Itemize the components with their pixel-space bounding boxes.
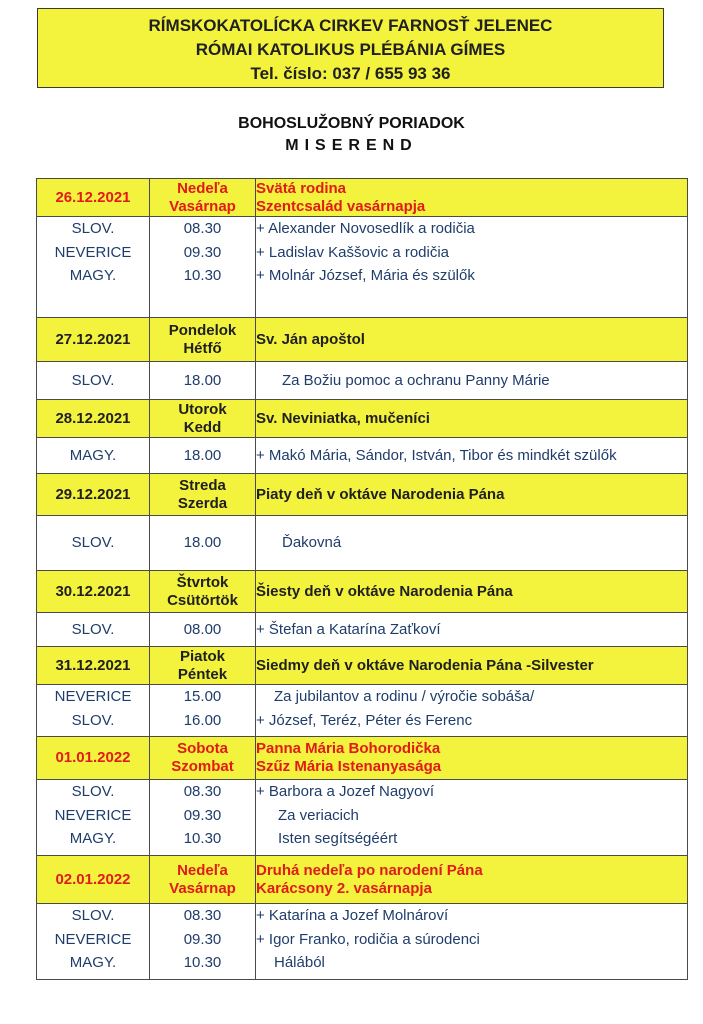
date-cell: 31.12.2021: [37, 647, 150, 685]
day-name-hu: Péntek: [177, 665, 228, 683]
day-name-cell: [150, 318, 256, 362]
day-name-cell: [150, 856, 256, 904]
intention-cell: [256, 217, 688, 318]
time-cell: [150, 780, 256, 856]
parish-name-hu: RÓMAI KATOLIKUS PLÉBÁNIA GÍMES: [195, 40, 506, 59]
location: NEVERICE: [54, 806, 132, 824]
feast-name-hu: Szűz Mária Istenanyasága: [256, 758, 442, 775]
day-name-hu: Szombat: [171, 758, 234, 775]
intention: Hálából: [274, 954, 325, 971]
date-cell: 01.01.2022: [37, 737, 150, 780]
location: SLOV.: [37, 516, 150, 571]
date-cell: 30.12.2021: [37, 571, 150, 613]
location: NEVERICE: [54, 930, 132, 948]
day-name-sk: Štvrtok: [176, 573, 229, 591]
location: SLOV.: [37, 362, 150, 400]
feast-cell: [256, 179, 688, 217]
day-name-hu: Csütörtök: [167, 591, 238, 609]
location: SLOV.: [71, 220, 115, 237]
mass-time: 10.30: [183, 267, 222, 284]
location-cell: [37, 780, 150, 856]
location: MAGY.: [69, 830, 117, 847]
mass-row: [37, 685, 688, 737]
location-cell: [37, 904, 150, 980]
mass-time: 09.30: [183, 806, 222, 824]
location: SLOV.: [37, 613, 150, 647]
feast-cell: [256, 856, 688, 904]
date-cell: 26.12.2021: [37, 179, 150, 217]
day-name-sk: Piatok: [179, 647, 225, 665]
mass-time: 18.00: [150, 438, 256, 474]
feast-cell: Piaty deň v oktáve Narodenia Pána: [256, 474, 688, 516]
day-header-row: [37, 179, 688, 217]
intention: + Molnár József, Mária és szülők: [256, 267, 475, 284]
mass-time: 15.00: [183, 688, 222, 705]
day-name-sk: Streda: [179, 476, 226, 494]
day-header-row: [37, 737, 688, 780]
intention: + József, Teréz, Péter és Ferenc: [256, 711, 473, 729]
feast-name-sk: Druhá nedeľa po narodení Pána: [256, 861, 483, 879]
mass-time: 08.30: [183, 220, 222, 237]
mass-time: 10.30: [183, 830, 222, 847]
intention: Za jubilantov a rodinu / výročie sobáša/: [274, 688, 535, 705]
time-cell: [150, 685, 256, 737]
day-header-row: [37, 856, 688, 904]
page-subtitle: MISEREND: [285, 137, 418, 154]
day-name-hu: Hétfő: [183, 339, 222, 357]
parish-name-sk: RÍMSKOKATOLÍCKA CIRKEV FARNOSŤ JELENEC: [148, 16, 553, 35]
mass-time: 08.30: [183, 783, 222, 800]
day-header-row: [37, 474, 688, 516]
feast-name-hu: Szentcsalád vasárnapja: [256, 197, 426, 215]
time-cell: [150, 904, 256, 980]
day-name-hu: Vasárnap: [169, 197, 236, 215]
day-header-row: [37, 400, 688, 438]
location: SLOV.: [71, 711, 115, 729]
intention-cell: [256, 904, 688, 980]
intention: + Makó Mária, Sándor, István, Tibor és mindkét szülők: [256, 438, 688, 474]
mass-time: 09.30: [183, 243, 222, 261]
mass-time: 16.00: [183, 711, 222, 729]
mass-time: 18.00: [150, 362, 256, 400]
mass-row: [37, 904, 688, 980]
mass-time: 18.00: [150, 516, 256, 571]
mass-time: 10.30: [183, 954, 222, 971]
day-name-sk: Pondelok: [168, 321, 237, 339]
feast-name-sk: Svätá rodina: [256, 179, 347, 197]
mass-row: [37, 362, 688, 400]
mass-time: 09.30: [183, 930, 222, 948]
intention: Za Božiu pomoc a ochranu Panny Márie: [256, 362, 688, 400]
location: SLOV.: [71, 907, 115, 924]
intention: + Štefan a Katarína Zaťkoví: [256, 613, 688, 647]
day-name-cell: [150, 571, 256, 613]
date-cell: 28.12.2021: [37, 400, 150, 438]
feast-cell: Sv. Ján apoštol: [256, 318, 688, 362]
mass-time: 08.30: [183, 907, 222, 924]
feast-cell: Siedmy deň v oktáve Narodenia Pána -Silvester: [256, 647, 688, 685]
time-cell: [150, 217, 256, 318]
day-name-hu: Szerda: [177, 494, 228, 512]
day-header-row: [37, 571, 688, 613]
intention: + Barbora a Jozef Nagyoví: [256, 783, 435, 800]
location: NEVERICE: [54, 243, 132, 261]
feast-cell: Šiesty deň v oktáve Narodenia Pána: [256, 571, 688, 613]
location: SLOV.: [71, 783, 115, 800]
date-cell: 29.12.2021: [37, 474, 150, 516]
mass-time: 08.00: [150, 613, 256, 647]
day-name-sk: Utorok: [178, 400, 227, 418]
location: MAGY.: [37, 438, 150, 474]
day-header-row: [37, 318, 688, 362]
intention: + Alexander Novosedlík a rodičia: [256, 220, 475, 237]
day-name-hu: Vasárnap: [169, 879, 236, 897]
location: MAGY.: [69, 954, 117, 971]
day-name-sk: Nedeľa: [177, 179, 228, 197]
feast-cell: Sv. Neviniatka, mučeníci: [256, 400, 688, 438]
feast-name-sk: Panna Mária Bohorodička: [256, 740, 441, 757]
parish-phone: Tel. číslo: 037 / 655 93 36: [250, 64, 451, 83]
intention: Ďakovná: [256, 516, 688, 571]
mass-row: [37, 438, 688, 474]
parish-header: [37, 8, 664, 88]
day-name-cell: [150, 647, 256, 685]
intention: Isten segítségéért: [278, 830, 398, 847]
location-cell: [37, 685, 150, 737]
intention-cell: [256, 685, 688, 737]
location: MAGY.: [69, 267, 117, 284]
day-name-sk: Nedeľa: [177, 861, 228, 879]
mass-row: [37, 516, 688, 571]
feast-cell: [256, 737, 688, 780]
date-cell: 27.12.2021: [37, 318, 150, 362]
location-cell: [37, 217, 150, 318]
feast-name-hu: Karácsony 2. vasárnapja: [256, 879, 432, 897]
location: NEVERICE: [54, 688, 132, 705]
date-cell: 02.01.2022: [37, 856, 150, 904]
mass-row: [37, 613, 688, 647]
intention: Za veriacich: [278, 806, 359, 824]
intention: + Katarína a Jozef Molnároví: [256, 907, 449, 924]
intention: + Ladislav Kaššovic a rodičia: [256, 243, 450, 261]
mass-schedule-table: [36, 178, 688, 980]
day-name-cell: [150, 737, 256, 780]
day-header-row: [37, 647, 688, 685]
page-title: BOHOSLUŽOBNÝ PORIADOK: [238, 115, 465, 132]
day-name-cell: [150, 179, 256, 217]
day-name-cell: [150, 400, 256, 438]
intention: + Igor Franko, rodičia a súrodenci: [256, 930, 480, 948]
mass-row: [37, 217, 688, 318]
mass-row: [37, 780, 688, 856]
day-name-cell: [150, 474, 256, 516]
day-name-hu: Kedd: [183, 418, 222, 436]
intention-cell: [256, 780, 688, 856]
day-name-sk: Sobota: [177, 740, 228, 757]
